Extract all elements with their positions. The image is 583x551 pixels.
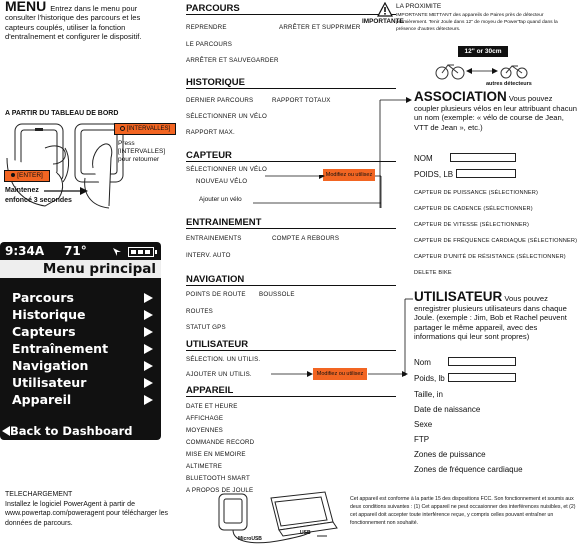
captor-frequence[interactable]: CAPTEUR DE FRÉQUENCE CARDIAQUE (SÉLECTIONNER) (414, 238, 578, 244)
captor-puissance[interactable]: CAPTEUR DE PUISSANCE (SÉLECTIONNER) (414, 190, 538, 196)
entrainement-item-interv[interactable]: INTERV. AUTO (186, 252, 231, 259)
appareil-item-commande[interactable]: COMMANDE RECORD (186, 439, 255, 446)
enter-label: [ENTER] (17, 172, 43, 179)
navigation-item-boussole[interactable]: BOUSSOLE (259, 291, 295, 298)
association-block (414, 89, 579, 132)
download-line-1: Installez le logiciel PowerAgent à partir de (5, 500, 135, 508)
important-label: IMPORTANTE (362, 18, 404, 25)
appareil-item-memoire[interactable]: MISE EN MEMOIRE (186, 451, 246, 458)
user-poids-input[interactable] (448, 373, 516, 382)
appareil-item-bluetooth[interactable]: BLUETOOTH SMART (186, 475, 250, 482)
download-line-3: données de parcours. (5, 519, 73, 527)
menu-item-navigation[interactable]: Navigation (12, 358, 89, 373)
menu-item-capteurs[interactable]: Capteurs (12, 324, 76, 339)
connector-line-utilisateur (263, 366, 413, 382)
chevron-right-icon (144, 344, 153, 354)
chevron-right-icon (144, 310, 153, 320)
utilisateur-item-ajouter[interactable]: AJOUTER UN UTILIS. (186, 371, 252, 378)
appareil-item-moyennes[interactable]: MOYENNES (186, 427, 224, 434)
download-title: TELECHARGEMENT (5, 491, 73, 498)
enter-button-label[interactable] (4, 170, 50, 182)
section-navigation-title: NAVIGATION (186, 274, 396, 286)
association-text: Vous pouvez coupler plusieurs vélos en leur attribuant chacun un nom (exemple: « vélo de course de Jean, VTT de Jean », etc.) (414, 94, 577, 132)
navigation-item-points[interactable]: POINTS DE ROUTE (186, 291, 246, 298)
section-utilisateur-title: UTILISATEUR (186, 339, 396, 351)
bikes-illustration (432, 57, 532, 82)
press-text-3: pour retourner (118, 156, 160, 163)
parcours-item-arreter-supprimer[interactable]: ARRÊTER ET SUPPRIMER (279, 24, 361, 31)
distance-badge: 12" or 30cm (458, 46, 508, 57)
microusb-label: MicroUSB (238, 536, 262, 542)
entrainement-item-entrainements[interactable]: ENTRAINEMENTS (186, 235, 242, 242)
usb-label: USB (300, 530, 311, 536)
association-field-nom-label: NOM (414, 154, 433, 163)
user-nom-input[interactable] (448, 357, 516, 366)
user-field-nom-label: Nom (414, 358, 431, 367)
parcours-item-le-parcours: LE PARCOURS (186, 41, 233, 48)
fcc-statement: Cet appareil est conforme à la partie 15 des dispositions FCC. Son fonctionnement et soumis aux deux conditions suivantes : (1) Cet appareil ne peut occasionner des interférences nuisibles, et (2) cet appareil doit accepter toute interférence reçue, y compris celles pouvant entraîner un fonctionnement non souhaité. (350, 496, 576, 526)
capteur-item-ajouter[interactable]: Ajouter un vélo (199, 196, 242, 203)
historique-item-totaux[interactable]: RAPPORT TOTAUX (272, 97, 331, 104)
warning-icon (377, 2, 393, 17)
status-temp: 71° (64, 244, 87, 258)
user-option-taille[interactable]: Taille, in (414, 390, 443, 399)
intro-block (5, 2, 145, 42)
appareil-item-affichage[interactable]: AFFICHAGE (186, 415, 224, 422)
press-text-2: [INTERVALLES] (118, 148, 166, 155)
section-capteur-title: CAPTEUR (186, 150, 396, 162)
entrainement-item-compte[interactable]: COMPTE A REBOURS (272, 235, 340, 242)
user-text: Vous pouvez enregistrer plusieurs utilisateurs dans chaque Joule. (exemple : Jim, Bob et Rachel peuvent partager le même appareil, avec des informations qui leur sont propres) (414, 294, 567, 342)
user-option-naissance[interactable]: Date de naissance (414, 405, 481, 414)
intervals-label: [INTERVALLES] (126, 126, 171, 132)
usb-connection-illustration (213, 490, 343, 550)
captor-cadence[interactable]: CAPTEUR DE CADENCE (SÉLECTIONNER) (414, 206, 533, 212)
section-parcours-title: PARCOURS (186, 3, 396, 15)
association-poids-input[interactable] (456, 169, 516, 178)
back-to-dashboard[interactable] (2, 424, 133, 438)
association-title: ASSOCIATION (414, 89, 507, 104)
menu-item-entrainement[interactable]: Entraînement (12, 341, 109, 356)
press-note (118, 140, 165, 164)
menu-title: Menu principal (42, 261, 156, 277)
menu-title-bar (0, 260, 161, 278)
other-sensors-label: autres détecteurs (486, 81, 532, 87)
user-title: UTILISATEUR (414, 289, 503, 304)
chevron-left-icon (2, 426, 10, 436)
navigation-item-gps[interactable]: STATUT GPS (186, 324, 226, 331)
chevron-right-icon (144, 378, 153, 388)
intro-text: Entrez dans le menu pour consulter l'historique des parcours et les capteurs couplés, utiliser la fonction d'entraînement et configurer le dispositif. (5, 4, 142, 42)
parcours-item-arreter-sauvegarder[interactable]: ARRÊTER ET SAUVEGARDER (186, 57, 279, 64)
user-option-zones-puissance[interactable]: Zones de puissance (414, 450, 486, 459)
capteur-item-selectionner[interactable]: SÉLECTIONNER UN VÉLO (186, 166, 268, 173)
capteur-item-nouveau[interactable]: NOUVEAU VÉLO (196, 178, 248, 185)
back-label: Back to Dashboard (10, 424, 133, 438)
association-nom-input[interactable] (450, 153, 516, 162)
intervals-dot-icon (120, 126, 125, 131)
appareil-item-date[interactable]: DATE ET HEURE (186, 403, 238, 410)
important-text: IMPORTANTE METTANT des appareils de Paires près de détecteur premièrement. Tenir Joule dans 12" de moyeu de PowerTap quand dans la présence d'autres détecteurs. (396, 13, 558, 33)
intro-title: MENU (5, 0, 47, 14)
user-option-sexe[interactable]: Sexe (414, 420, 433, 429)
delete-bike[interactable]: DELETE BIKE (414, 270, 452, 276)
user-field-poids-label: Poids, lb (414, 374, 445, 383)
intro-paragraph (5, 2, 145, 42)
association-paragraph (414, 89, 579, 132)
association-bracket (378, 95, 414, 210)
historique-item-selectionner[interactable]: SÉLECTIONNER UN VÉLO (186, 113, 268, 120)
device-screen (0, 242, 161, 440)
section-entrainement-title: ENTRAINEMENT (186, 217, 396, 229)
capteur-tag: Modifiez ou utilisez (323, 169, 375, 181)
hold-text-1: Maintenez (5, 187, 39, 194)
battery-icon (128, 247, 154, 257)
navigation-arrow-icon (112, 247, 122, 257)
historique-item-dernier[interactable]: DERNIER PARCOURS (186, 97, 254, 104)
status-time: 9:34A (5, 244, 45, 258)
menu-item-appareil[interactable]: Appareil (12, 392, 72, 407)
dashboard-heading: A PARTIR DU TABLEAU DE BORD (5, 110, 119, 117)
menu-item-historique[interactable]: Historique (12, 307, 86, 322)
navigation-item-routes[interactable]: ROUTES (186, 308, 213, 315)
appareil-item-altimetre[interactable]: ALTIMETRE (186, 463, 223, 470)
captor-resistance[interactable]: CAPTEUR D'UNITÉ DE RÉSISTANCE (SÉLECTIONNER) (414, 254, 566, 260)
download-block (5, 490, 168, 528)
hold-text-2: enfoncé 3 secondes (5, 197, 72, 204)
important-title: LA PROXIMITE (396, 3, 442, 10)
menu-item-utilisateur[interactable]: Utilisateur (12, 375, 87, 390)
captor-vitesse[interactable]: CAPTEUR DE VITESSE (SÉLECTIONNER) (414, 222, 529, 228)
user-paragraph (414, 289, 579, 342)
user-option-zones-frequence[interactable]: Zones de fréquence cardiaque (414, 465, 523, 474)
chevron-right-icon (144, 293, 153, 303)
utilisateur-item-selection[interactable]: SÉLECTION. UN UTILIS. (186, 356, 261, 363)
press-label: Press (118, 140, 135, 147)
section-historique-title: HISTORIQUE (186, 77, 396, 89)
user-option-ftp[interactable]: FTP (414, 435, 430, 444)
download-line-2: www.powertap.com/poweragent pour télécharger les (5, 510, 169, 517)
appareil-item-apropos[interactable]: A PROPOS DE JOULE (186, 487, 254, 494)
parcours-item-reprendre[interactable]: REPRENDRE (186, 24, 227, 31)
chevron-right-icon (144, 361, 153, 371)
historique-item-max[interactable]: RAPPORT MAX. (186, 129, 235, 136)
user-block (414, 289, 579, 342)
association-field-poids-label: POIDS, LB (414, 170, 454, 179)
chevron-right-icon (144, 327, 153, 337)
menu-item-parcours[interactable]: Parcours (12, 290, 74, 305)
intervals-button-label[interactable] (114, 123, 176, 135)
section-appareil-title: APPAREIL (186, 385, 396, 397)
utilisateur-tag: Modifiez ou utilisez (313, 368, 367, 380)
chevron-right-icon (144, 395, 153, 405)
hold-note (5, 186, 72, 206)
enter-dot-icon (11, 173, 15, 177)
